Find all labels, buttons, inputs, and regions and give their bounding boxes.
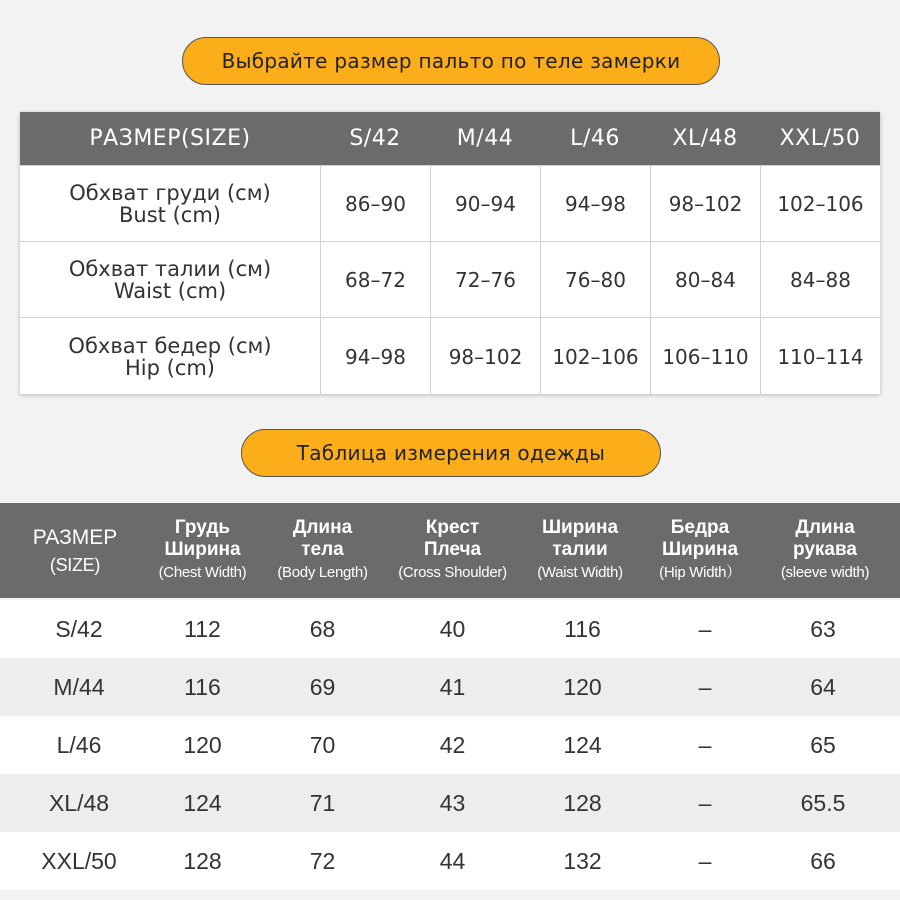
header-ru: Длина [795, 516, 855, 538]
header-ru: тела [301, 538, 344, 560]
header-col-hip [640, 503, 760, 598]
table-cell: 120 [183, 731, 222, 758]
row-label-ru: Обхват бедер (см) [68, 333, 272, 358]
table-cell: – [698, 615, 712, 642]
header-ru: Длина [292, 516, 353, 538]
size-cell: S/42 [55, 615, 103, 642]
table-cell: 72 [309, 847, 336, 874]
row-label-en: Hip (cm) [124, 355, 216, 380]
header-col-waist [520, 503, 640, 598]
table-cell: 120 [563, 673, 602, 700]
size-cell: L/46 [56, 731, 102, 758]
header-ru: РАЗМЕР [32, 525, 118, 549]
header-col-shoulder [385, 503, 520, 598]
size-cell: M/44 [53, 673, 105, 700]
header-size: S/42 [349, 126, 401, 151]
header-en: (Cross Shoulder) [398, 563, 507, 581]
table-cell: 128 [563, 789, 602, 816]
header-ru: Ширина [164, 538, 241, 560]
table-row [0, 658, 900, 716]
header-col-chest [150, 503, 255, 598]
header-ru: рукава [793, 538, 857, 560]
table-cell: 63 [810, 615, 836, 642]
header-col-size [0, 503, 150, 598]
row-label [20, 166, 320, 242]
table-cell: 40 [439, 615, 466, 642]
table-cell: 66 [810, 847, 836, 874]
header-size: XXL/50 [779, 126, 861, 151]
garment-measurement-banner: Таблица измерения одежды [241, 429, 661, 477]
table-cell: 116 [184, 673, 221, 700]
row-label [20, 242, 320, 318]
header-en: (Waist Width) [537, 563, 623, 581]
table-cell: 80–84 [650, 242, 760, 318]
table-cell: 116 [564, 615, 601, 642]
table-row-waist [20, 241, 880, 318]
header-size: L/46 [570, 126, 620, 151]
table-row-bust [20, 165, 880, 242]
table-cell: 132 [563, 847, 602, 874]
size-banner-body: Выбрайте размер пальто по теле замерки [182, 37, 720, 85]
header-en: (Body Length) [277, 563, 368, 581]
body-measurement-table [20, 112, 880, 394]
table-cell: 110–114 [760, 318, 880, 395]
table-cell: 44 [439, 847, 466, 874]
header-size: M/44 [456, 126, 514, 151]
table-cell: 98–102 [430, 318, 540, 395]
body-table-header [20, 112, 880, 165]
table-cell: 102–106 [760, 166, 880, 242]
size-cell: XXL/50 [41, 847, 117, 874]
header-en: (Chest Width) [158, 563, 247, 581]
header-ru: Ширина [661, 538, 739, 560]
table-cell: 106–110 [650, 318, 760, 395]
header-ru: Грудь [174, 516, 231, 538]
table-cell: 64 [810, 673, 836, 700]
table-cell: 94–98 [540, 166, 650, 242]
header-col-sleeve [760, 503, 890, 598]
row-label-en: Waist (cm) [113, 279, 227, 303]
row-label [20, 318, 320, 395]
table-cell: 69 [309, 673, 336, 700]
table-row-hip [20, 317, 880, 395]
table-cell: 65 [810, 731, 836, 758]
table-cell: – [698, 731, 712, 758]
table-cell: – [698, 673, 712, 700]
table-cell: 102–106 [540, 318, 650, 395]
table-cell: – [698, 847, 712, 874]
table-cell: 124 [183, 789, 222, 816]
header-col-length [255, 503, 390, 598]
row-label-ru: Обхват груди (см) [69, 181, 271, 205]
table-row [0, 600, 900, 658]
header-ru: Ширина [541, 516, 619, 538]
header-ru: Крест [425, 516, 480, 538]
table-cell: 128 [183, 847, 222, 874]
header-ru: талии [552, 538, 608, 560]
table-cell: 42 [439, 731, 466, 758]
row-label-en: Bust (cm) [119, 203, 221, 227]
table-cell: 94–98 [320, 318, 430, 395]
table-cell: 43 [439, 789, 466, 816]
size-cell: XL/48 [48, 789, 110, 816]
garment-table-header [0, 503, 900, 598]
header-en: (sleeve width) [780, 563, 870, 581]
table-cell: – [698, 789, 712, 816]
table-row [0, 832, 900, 890]
table-cell: 86–90 [320, 166, 430, 242]
table-row [0, 774, 900, 832]
table-cell: 41 [439, 673, 466, 700]
table-cell: 68–72 [320, 242, 430, 318]
table-cell: 98–102 [650, 166, 760, 242]
table-cell: 84–88 [760, 242, 880, 318]
header-en: (Hip Width） [659, 563, 741, 581]
header-size-label: РАЗМЕР(SIZE) [89, 126, 251, 151]
table-cell: 71 [309, 789, 336, 816]
header-ru: Плеча [423, 538, 482, 560]
table-cell: 124 [563, 731, 602, 758]
header-ru: Бедра [670, 516, 730, 538]
table-cell: 68 [309, 615, 336, 642]
row-label-ru: Обхват талии (см) [68, 257, 272, 281]
table-cell: 112 [184, 615, 221, 642]
table-cell: 76–80 [540, 242, 650, 318]
table-cell: 70 [309, 731, 336, 758]
table-cell: 65.5 [800, 789, 846, 816]
table-cell: 90–94 [430, 166, 540, 242]
header-en: (SIZE) [49, 554, 101, 575]
table-row [0, 716, 900, 774]
header-size: XL/48 [672, 126, 738, 151]
table-cell: 72–76 [430, 242, 540, 318]
